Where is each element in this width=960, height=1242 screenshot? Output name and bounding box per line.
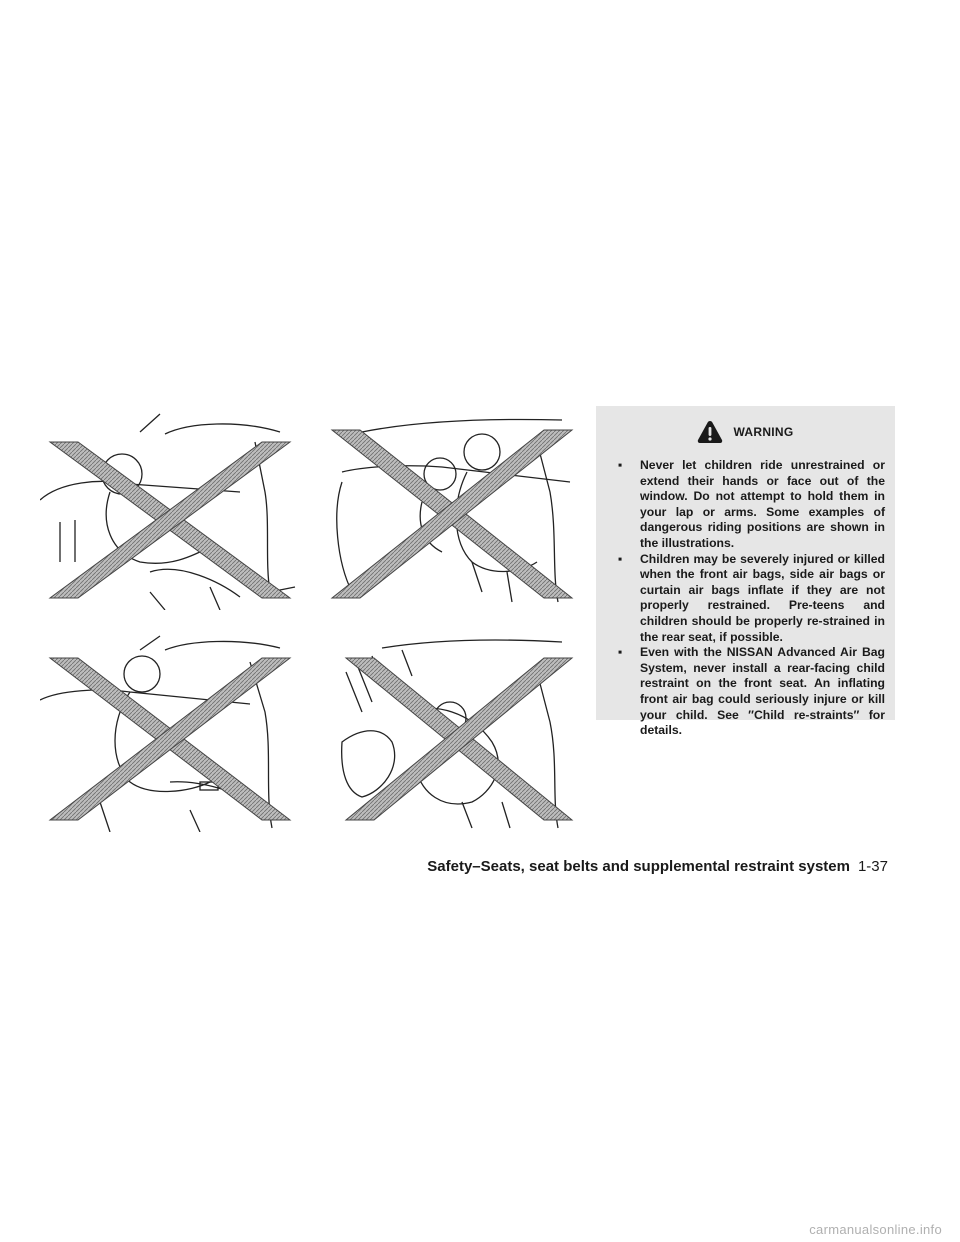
illustration-child-on-lap	[322, 412, 584, 610]
illustration-child-standing-front	[40, 412, 302, 610]
illustration-rear-facing-airbag	[322, 632, 584, 832]
page-footer	[0, 858, 888, 875]
warning-list	[606, 458, 885, 739]
warning-item: ▪ Never let children ride unrestrained or extend their hands or face out of the window. Do not attempt to hold them in your lap or arms. Some examples of dangerous riding positions are shown in the illustrations.	[618, 458, 885, 550]
warning-item: ▪ Children may be severely injured or killed when the front air bags, side air bags or curtain air bags inflate if they are not properly restrained. Pre-teens and children should be properly re-strained in the rear seat, if possible.	[618, 551, 885, 644]
warning-triangle-icon	[697, 420, 723, 444]
warning-box	[596, 406, 895, 738]
warning-header	[606, 412, 885, 452]
watermark: carmanualsonline.info	[809, 1222, 942, 1237]
warning-item: ▪ Even with the NISSAN Advanced Air Bag System, never install a rear-facing child restraint on the front seat. An inflating front air bag could seriously injure or kill your child. See ″Child re-straints″ for details.	[618, 645, 885, 738]
section-title: Safety–Seats, seat belts and supplemental restraint system	[427, 858, 850, 875]
warning-title: WARNING	[733, 425, 794, 439]
illustration-child-standing-dash	[40, 632, 302, 832]
page-number: 1-37	[857, 858, 888, 875]
